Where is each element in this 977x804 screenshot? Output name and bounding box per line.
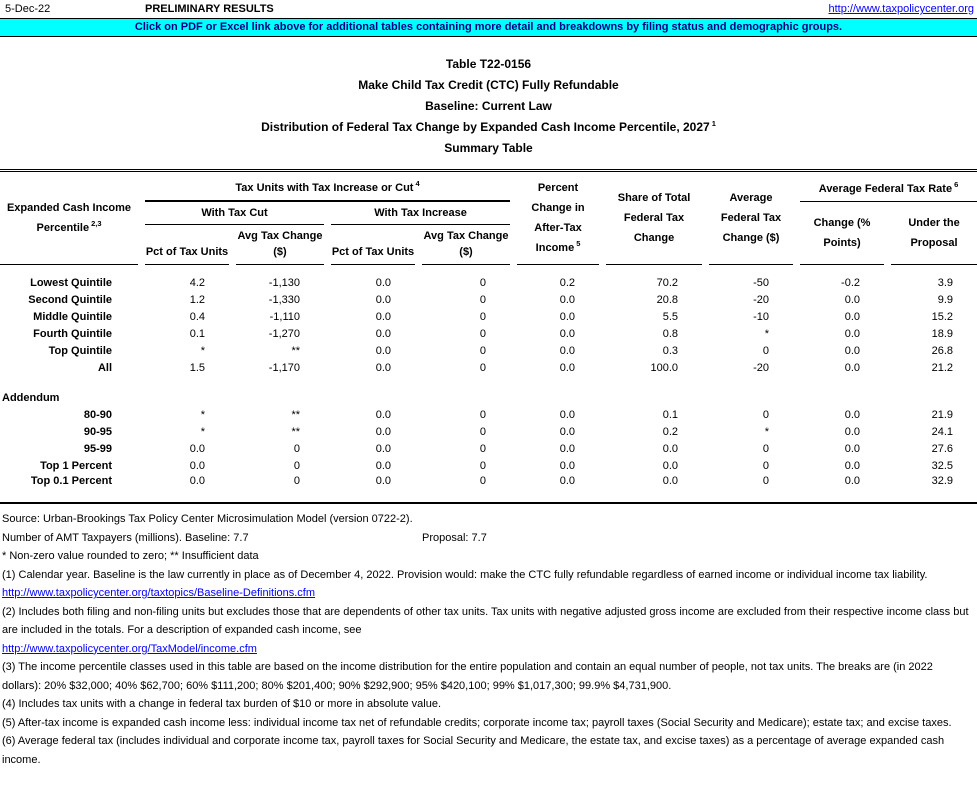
value-cell: 0.0 [559,426,576,438]
col-header-share-of-total-federal-tax-change: Share of Total Federal Tax Change [606,172,702,265]
row-label-cell: 90-95 [83,426,112,438]
value-cell: 0.0 [559,345,576,357]
value-cell: 26.8 [931,345,954,357]
value-cell: -50 [753,277,770,289]
value-cell: 0.0 [844,460,861,472]
value-cell: 4.2 [189,277,205,289]
value-cell: 0 [479,426,487,438]
value-cell: 0.0 [375,443,391,455]
value-cell: 0.0 [662,475,679,487]
value-cell: 0.0 [559,362,576,374]
col-header-rate-under-proposal: Under the Proposal [891,202,977,265]
col-group-tax-units-with-increase-or-cut: Tax Units with Tax Increase or Cut $^4$ [145,172,510,202]
value-cell: 0.0 [844,426,861,438]
value-cell: -10 [753,311,770,323]
value-cell: 0.0 [844,294,861,306]
superscript: 6 [954,180,959,190]
value-cell: * [200,426,205,438]
value-cell: 18.9 [931,328,954,340]
col-header-increase-pct-of-tax-units: Pct of Tax Units [331,225,415,265]
footnote: (6) Average federal tax (includes individual and corporate income tax, payroll taxes for Social Security and Medicare, the estate tax, and excise taxes) as a percentage of average expanded cash income. [2,735,945,766]
value-cell: 0.0 [844,475,861,487]
footnote: (1) Calendar year. Baseline is the law currently in place as of December 4, 2022. Provision would: make the CTC fully refundable regardless of earned income or individual income tax liability. [2,568,928,581]
value-cell: 5.5 [662,311,679,323]
value-cell: 0.1 [662,409,679,421]
value-cell: 20.8 [656,294,679,306]
table-number: Table T22-0156 [445,57,532,71]
col-header-increase-avg-tax-change: Avg Tax Change ($) [422,225,510,265]
row-label-cell: Top 0.1 Percent [30,475,112,487]
value-cell: 0.0 [559,409,576,421]
value-cell: 1.2 [189,294,205,306]
value-cell: -1,130 [268,277,300,289]
value-cell: 0 [762,443,770,455]
value-cell: 70.2 [656,277,679,289]
value-cell: 0.3 [662,345,679,357]
table-row [0,359,977,376]
row-label-cell: Second Quintile [28,294,112,306]
source-note: Source: Urban-Brookings Tax Policy Center Microsimulation Model (version 0722-2). [2,513,413,525]
top-header-bar [0,0,977,18]
table-row [0,440,977,457]
value-cell: 0 [762,475,770,487]
row-label-cell: Lowest Quintile [30,277,112,289]
footnote-link[interactable]: http://www.taxpolicycenter.org/TaxModel/income.cfm [2,642,257,655]
value-cell: 0 [293,443,300,455]
value-cell: 0 [479,277,487,289]
table-row [0,308,977,325]
distribution-table [0,169,977,504]
value-cell: 9.9 [937,294,954,306]
value-cell: 3.9 [937,277,954,289]
value-cell: 0 [293,460,300,472]
superscript: 5 [576,239,581,249]
value-cell: -1,270 [268,328,300,340]
value-cell: 1.5 [189,362,205,374]
value-cell: 0.0 [375,345,391,357]
baseline-subtitle: Baseline: Current Law [425,99,552,113]
table-row [0,423,977,440]
value-cell: 0.0 [559,311,576,323]
col-header-average-federal-tax-change: Average Federal Tax Change ($) [709,172,793,265]
value-cell: 0.0 [662,460,679,472]
value-cell: 0 [479,294,487,306]
value-cell: 0.0 [559,294,576,306]
col-header-cut-avg-tax-change: Avg Tax Change ($) [236,225,324,265]
col-group-average-federal-tax-rate: Average Federal Tax Rate $^6$ [800,172,977,202]
value-cell: 32.5 [931,460,954,472]
amt-baseline: Number of AMT Taxpayers (millions). Baseline: 7.7 [2,531,249,544]
value-cell: 0.0 [189,460,205,472]
value-cell: 0 [762,460,770,472]
row-label-cell: All [97,362,112,374]
col-header-rate-change-points: Change (% Points) [800,202,884,265]
value-cell: 0.0 [375,475,391,487]
value-cell: 0 [479,311,487,323]
value-cell: 0.0 [559,475,576,487]
amt-proposal: Proposal: 7.7 [422,531,487,544]
value-cell: -20 [753,294,770,306]
value-cell: 0.1 [189,328,205,340]
footnote: (2) Includes both filing and non-filing units but excludes those that are dependents of other tax units. Tax units with negative adjusted gross income are excluded from their respective income class but are included in the totals. For a description of expanded cash income, see [2,605,969,636]
row-label-cell: Top Quintile [48,345,112,357]
col-header-percent-change-after-tax-income: Percent Change in After-Tax Income $^5$ [517,172,599,265]
value-cell: * [764,328,770,340]
value-cell: 0.0 [559,443,576,455]
table-row [0,291,977,308]
info-banner-text: Click on PDF or Excel link above for additional tables containing more detail and breakdowns by filing status and demographic groups. [134,21,843,33]
superscript: 2,3 [91,219,102,229]
table-title: Make Child Tax Credit (CTC) Fully Refundable [358,78,619,92]
col-header-cut-pct-of-tax-units: Pct of Tax Units [145,225,229,265]
info-banner [0,18,977,37]
value-cell: 0.0 [844,345,861,357]
addendum-label: Addendum [2,392,60,404]
row-label-cell: Middle Quintile [33,311,112,323]
value-cell: 0.0 [844,443,861,455]
value-cell: 0.0 [844,311,861,323]
value-cell: 0 [762,409,770,421]
value-cell: 0.4 [189,311,205,323]
table-row [0,406,977,423]
value-cell: -1,170 [268,362,300,374]
value-cell: 0.0 [375,426,391,438]
superscript: 1 [711,119,716,128]
value-cell: 0.0 [844,409,861,421]
value-cell: 0.0 [375,311,391,323]
col-group-with-tax-cut: With Tax Cut [145,202,324,225]
value-cell: 0 [479,409,487,421]
taxpolicycenter-url-link[interactable]: http://www.taxpolicycenter.org [828,3,974,15]
addendum-label-row [0,376,977,406]
row-label-cell: Top 1 Percent [40,460,112,472]
value-cell: 0 [479,362,487,374]
value-cell: 0 [479,345,487,357]
value-cell: 21.9 [931,409,954,421]
table-row [0,474,977,502]
value-cell: 0.0 [375,362,391,374]
value-cell: * [200,345,205,357]
footnote: (4) Includes tax units with a change in federal tax burden of $10 or more in absolute value. [2,698,442,710]
table-row [0,265,977,291]
value-cell: -1,110 [269,311,300,323]
value-cell: ** [291,426,300,438]
value-cell: 32.9 [931,475,954,487]
value-cell: 0.0 [189,443,205,455]
report-date: 5-Dec-22 [5,3,51,15]
footnotes [0,510,977,769]
value-cell: 21.2 [931,362,954,374]
value-cell: 0.0 [375,328,391,340]
row-label-cell: Fourth Quintile [33,328,112,340]
table-row [0,325,977,342]
value-cell: 0 [479,475,487,487]
value-cell: ** [291,345,300,357]
value-cell: 0.8 [662,328,679,340]
value-cell: 0.0 [375,277,391,289]
preliminary-results-label: PRELIMINARY RESULTS [145,3,274,15]
value-cell: 0 [479,443,487,455]
distribution-subtitle: Distribution of Federal Tax Change by Expanded Cash Income Percentile, 2027 $^1$ [261,119,716,134]
row-label-cell: 95-99 [83,443,112,455]
value-cell: 24.1 [931,426,954,438]
value-cell: 0.2 [559,277,576,289]
value-cell: 0.0 [375,409,391,421]
footnote: (5) After-tax income is expanded cash income less: individual income tax net of refundable credits; corporate income tax; payroll taxes (Social Security and Medicare); estate tax; and excise taxes. [2,716,952,729]
value-cell: 0.0 [559,460,576,472]
value-cell: 0.0 [375,294,391,306]
footnote: (3) The income percentile classes used in this table are based on the income distribution for the entire population and contain an equal number of people, not tax units. The breaks are (in 2022 dollars): 20% $32,000; 40% $62,700; 60% $111,200; 80% $201,400; 90% $292,900; 95% $420,100; 99% $1,017,300; 99.9% $4,731,900. [2,661,933,692]
value-cell: 0.2 [662,426,679,438]
value-cell: 15.2 [931,311,954,323]
value-cell: 0.0 [189,475,205,487]
value-cell: 100.0 [650,362,679,374]
value-cell: -20 [753,362,770,374]
value-cell: ** [291,409,300,421]
value-cell: 0.0 [844,362,861,374]
title-block [0,54,977,159]
value-cell: 0.0 [844,328,861,340]
value-cell: 0 [762,345,770,357]
footnote-link[interactable]: http://www.taxpolicycenter.org/taxtopics/Baseline-Definitions.cfm [2,587,316,599]
superscript: 4 [415,179,420,189]
summary-table-label: Summary Table [444,141,533,155]
value-cell: * [200,409,205,421]
col-group-with-tax-increase: With Tax Increase [331,202,510,225]
table-row [0,457,977,474]
value-cell: -0.2 [841,277,861,289]
value-cell: -1,330 [268,294,300,306]
asterisk-note: * Non-zero value rounded to zero; ** Insufficient data [2,550,259,562]
table-row [0,342,977,359]
col-header-expanded-cash-income-percentile: Expanded Cash Income Percentile $^{2,3}$ [0,172,138,265]
distribution-table-wrap [0,169,977,504]
value-cell: 0 [479,460,487,472]
value-cell: 0 [479,328,487,340]
value-cell: 27.6 [931,443,954,455]
value-cell: 0.0 [559,328,576,340]
value-cell: 0.0 [662,443,679,455]
numbered-notes [2,566,975,770]
value-cell: 0 [293,475,300,487]
value-cell: * [764,426,770,438]
row-label-cell: 80-90 [83,409,112,421]
amt-taxpayers-note [2,529,975,548]
value-cell: 0.0 [375,460,391,472]
